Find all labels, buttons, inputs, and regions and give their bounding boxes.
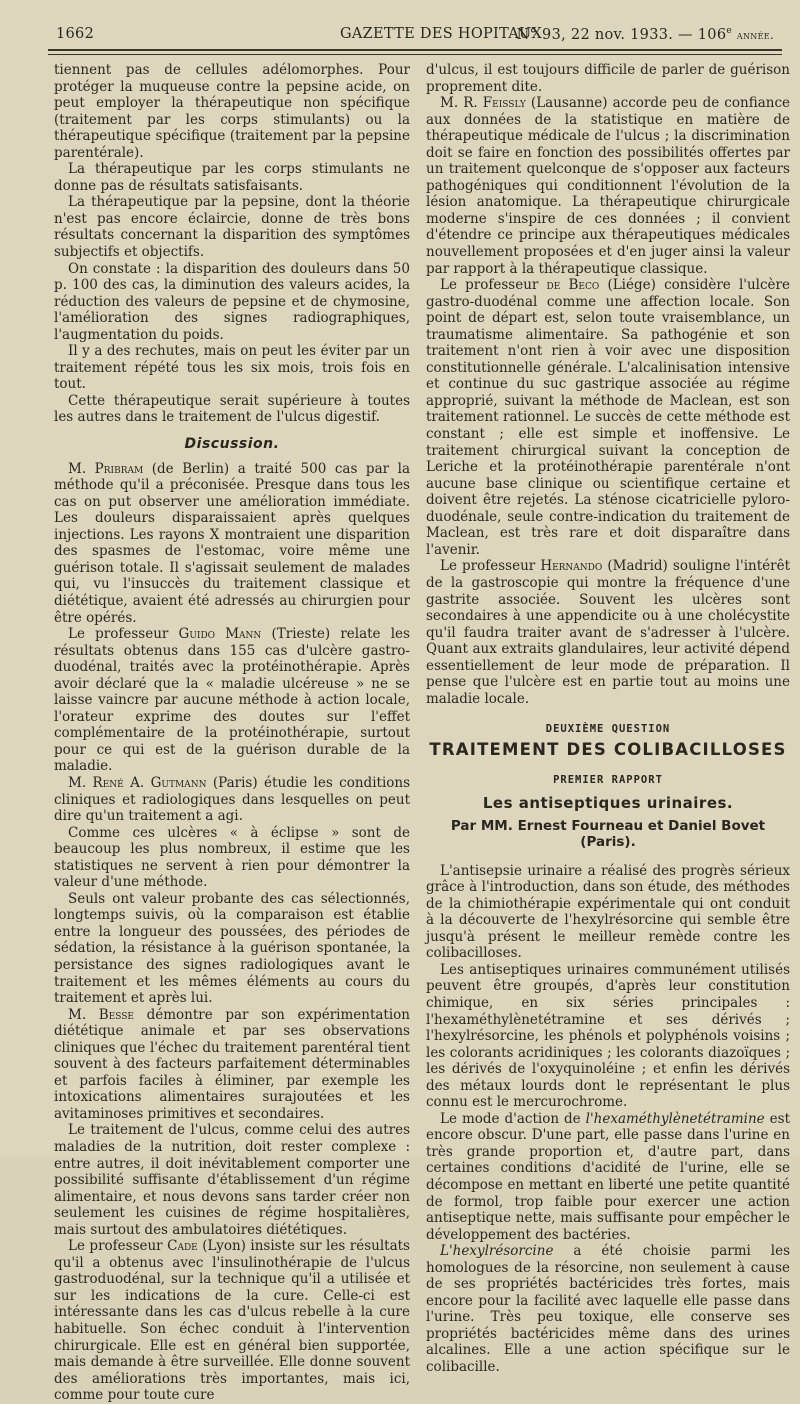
paragraph: La thérapeutique par la pepsine, dont la théorie n'est pas encore éclaircie, donne de très bons résultats concernant la disparition des symptômes subjectifs et objectifs.	[54, 194, 410, 261]
page-number: 1662	[56, 26, 95, 42]
paragraph: Le traitement de l'ulcus, comme celui des autres maladies de la nutrition, doit rester complexe : entre autres, il doit inévitablement comporter une possibilité suffisante d'établissement d'un régime alimentaire, et nous devons sans tarder créer non seulement les cuisines de régime hospitalières, mais surtout des ambulatoires diététiques.	[54, 1122, 410, 1238]
paragraph: d'ulcus, il est toujours difficile de parler de guérison proprement dite.	[426, 62, 790, 95]
paragraph: Le professeur Guido Mann (Trieste) relate les résultats obtenus dans 155 cas d'ulcère gastro-duodénal, traités avec la protéinothérapie. Après avoir déclaré que la « maladie ulcéreuse » ne se laisse vaincre par aucune méthode à action locale, l'orateur exprime des doutes sur l'effet complémentaire de la protéinothérapie, surtout pour ce qui est de la guérison durable de la maladie.	[54, 626, 410, 775]
header-rule	[48, 49, 782, 51]
discussion-heading: Discussion.	[184, 436, 280, 453]
paragraph: M. Besse démontre par son expérimentation diététique animale et par ses observations cliniques que l'échec du traitement parentéral tient souvent à des facteurs parfaitement déterminables et parfois faciles à éliminer, par exemple les intoxications alimentaires surajoutées et les avitaminoses primitives et secondaires.	[54, 1006, 410, 1122]
paragraph: L'hexylrésorcine a été choisie parmi les homologues de la résorcine, non seulement à cause de ses propriétés bactéricides très fortes, mais encore pour la facilité avec laquelle elle passe dans l'urine. Très peu toxique, elle conserve ses propriétés bactéricides même dans des urines alcalines. Elle a une action spécifique sur le colibacille.	[426, 1243, 790, 1376]
paragraph: Seuls ont valeur probante des cas sélectionnés, longtemps suivis, où la comparaison est établie entre la longueur des poussées, des périodes de sédation, la résistance à la guérison spontanée, la persistance des signes radiologiques avant le traitement et les mêmes éléments au cours du traitement et après lui.	[54, 890, 410, 1007]
paragraph: Les antiseptiques urinaires communément utilisés peuvent être groupés, d'après leur constitution chimique, en six séries principales : l'hexaméthylènetétramine et ses dérivés ; l'hexylrésorcine, les phénols et polyphénols voisins ; les colorants acridiniques ; les colorants diazoïques ; les dérivés de l'oxyquinoléine ; et enfin les dérivés des métaux lourds dont le représentant le plus connu est le mercurochrome.	[426, 961, 790, 1111]
paragraph: M. René A. Gutmann (Paris) étudie les conditions cliniques et radiologiques dans lesquelles on peut dire qu'un traitement a agi.	[54, 774, 411, 825]
paragraph: M. Pribram (de Berlin) a traité 500 cas par la méthode qu'il a préconisée. Presque dans tous les cas on put observer une amélioration immédiate. Les douleurs disparaissaient après quelques injections. Les rayons X montraient une disparition des spasmes de l'estomac, voire même une guérison totale. Il s'agissait seulement de malades qui, vu l'insuccès du traitement classique et diététique, avaient été adressés au chirurgien pour être opérés.	[54, 460, 410, 626]
running-header	[56, 20, 778, 48]
right-column	[426, 62, 790, 1376]
report-authors: Par MM. Ernest Fourneau et Daniel Bovet (Paris).	[450, 817, 766, 851]
question-label: DEUXIÈME QUESTION	[545, 723, 671, 736]
report-title: Les antiseptiques urinaires.	[482, 793, 734, 812]
paragraph: La thérapeutique par les corps stimulants ne donne pas de résultats satisfaisants.	[54, 161, 410, 194]
paragraph: L'antisepsie urinaire a réalisé des progrès sérieux grâce à l'introduction, dans son étude, des méthodes de la chimiothérapie expérimentale qui ont conduit à la découverte de l'hexylrésorcine qui semble être jusqu'à présent le meilleur remède contre les colibacilloses.	[426, 862, 790, 962]
paragraph: M. R. Feissly (Lausanne) accorde peu de confiance aux données de la statistique en matière de thérapeutique médicale de l'ulcus ; la discrimination doit se faire en fonction des possibilités offertes par un traitement quelconque de s'opposer aux facteurs pathogéniques qui conditionnent l'évolution de la lésion anatomique. La thérapeutique chirurgicale moderne s'inspire de ces données ; il convient d'étendre ce principe aux thérapeutiques médicales nouvellement proposées et d'en juger ainsi la valeur par rapport à la thérapeutique classique.	[426, 95, 790, 277]
header-rule-thin	[48, 54, 782, 55]
paragraph: On constate : la disparition des douleurs dans 50 p. 100 des cas, la diminution des valeurs acides, la réduction des valeurs de pepsine et de chymosine, l'amélioration des signes radiographiques, l'augmentation du poids.	[54, 260, 410, 343]
paragraph: Le professeur Cade (Lyon) insiste sur les résultats qu'il a obtenus avec l'insulinothérapie de l'ulcus gastroduodénal, sur la technique qu'il a utilisée et sur les indications de la cure. Celle-ci est intéressante dans les cas d'ulcus rebelle à la cure habituelle. Son échec conduit à l'intervention chirurgicale. Elle est en général bien supportée, mais demande à être surveillée. Elle donne souvent des améliorations très importantes, mais ici, comme pour toute cure	[54, 1238, 410, 1404]
paragraph: Il y a des rechutes, mais on peut les éviter par un traitement répété tous les six mois, trois fois en tout.	[54, 343, 410, 393]
journal-title: GAZETTE DES HOPITAUX	[340, 26, 543, 42]
paragraph: tiennent pas de cellules adélomorphes. Pour protéger la muqueuse contre la pepsine acide, on peut employer la thérapeutique non spécifique (traitement par les corps stimulants) ou la thérapeutique spécifique (traitement par la pepsine parentérale).	[54, 62, 410, 161]
question-title: TRAITEMENT DES COLIBACILLOSES	[429, 739, 787, 759]
report-label: PREMIER RAPPORT	[553, 774, 663, 787]
left-column	[54, 62, 410, 1404]
paragraph: Cette thérapeutique serait supérieure à toutes les autres dans le traitement de l'ulcus digestif.	[54, 392, 410, 426]
paragraph: Comme ces ulcères « à éclipse » sont de beaucoup les plus nombreux, il estime que les statistiques ne servent à rien pour démontrer la valeur d'une méthode.	[54, 824, 410, 891]
paragraph: Le professeur Hernando (Madrid) souligne l'intérêt de la gastroscopie qui montre la fréquence d'une gastrite associée. Souvent les ulcères sont secondaires à une appendicite ou à une cholécystite qu'il faudra traiter avant de s'adresser à l'ulcère. Quant aux extraits glandulaires, leur activité dépend essentiellement de leur mode de préparation. Il pense que l'ulcère est en partie tout au moins une maladie locale.	[426, 558, 790, 707]
paragraph: Le professeur de Beco (Liége) considère l'ulcère gastro-duodénal comme une affection locale. Son point de départ est, selon toute vraisemblance, un traumatisme alimentaire. Sa pathogénie et son traitement n'ont rien à voir avec une disposition constitutionnelle générale. L'alcalinisation intensive et continue du suc gastrique associée au régime approprié, suivant la méthode de Maclean, est son traitement rationnel. Le succès de cette méthode est constant ; elle est simple et inoffensive. Le traitement chirurgical suivant la conception de Leriche et la protéinothérapie parentérale n'ont aucune base clinique ou scientifique certaine et doivent être rejetés. La sténose cicatricielle pyloro-duodénale, seule contre-indication du traitement de Maclean, est très rare et doit disparaître dans l'avenir.	[426, 277, 790, 558]
paragraph: Le mode d'action de l'hexaméthylènetétramine est encore obscur. D'une part, elle passe dans l'urine en très grande proportion et, d'autre part, dans certaines conditions d'acidité de l'urine, elle se décompose en mettant en liberté une petite quantité de formol, trop faible pour exercer une action antiseptique nette, mais suffisante pour empêcher le développement des bactéries.	[426, 1110, 790, 1243]
issue-info: N° 93, 22 nov. 1933. — 106e année.	[516, 26, 774, 43]
